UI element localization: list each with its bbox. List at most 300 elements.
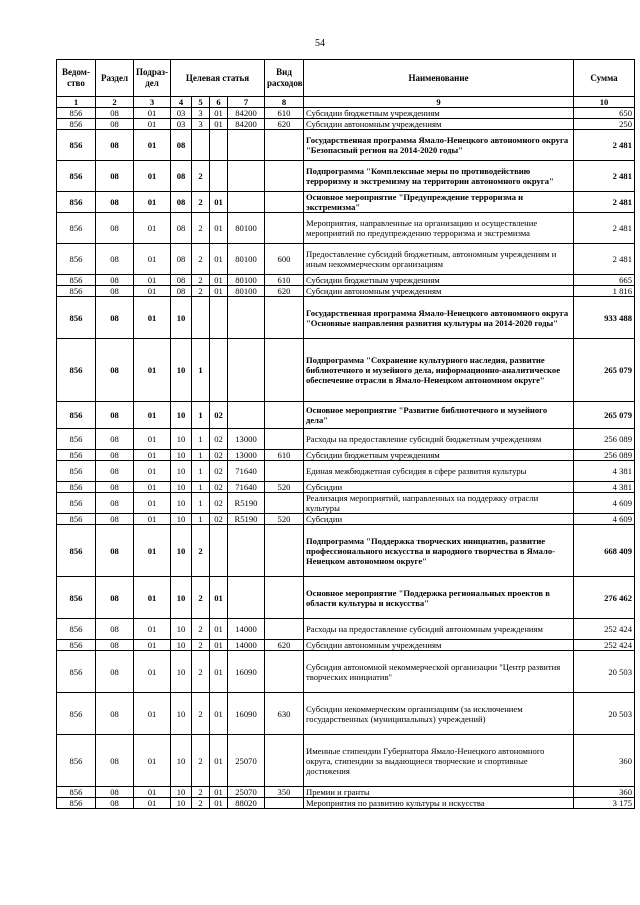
cell-name: Субсидии автономным учреждениям: [304, 286, 574, 297]
column-number: 4: [171, 97, 192, 108]
cell-subsection: 01: [134, 514, 171, 525]
cell-name: Субсидии бюджетным учреждениям: [304, 450, 574, 461]
cell-subsection: 01: [134, 339, 171, 402]
cell-dept: 856: [57, 651, 96, 693]
header-name: Наименование: [304, 60, 574, 97]
cell-sum: 650: [574, 108, 635, 119]
cell-event: 01: [210, 119, 228, 130]
cell-direction: 80100: [228, 275, 265, 286]
cell-dept: 856: [57, 640, 96, 651]
cell-expense-type: [265, 525, 304, 577]
cell-event: 01: [210, 693, 228, 735]
cell-expense-type: [265, 429, 304, 450]
cell-event: [210, 161, 228, 192]
cell-section: 08: [96, 493, 134, 514]
table-row: [57, 108, 635, 119]
cell-program: 10: [171, 798, 192, 809]
header-dept: Ведом- ство: [57, 60, 96, 97]
cell-dept: 856: [57, 130, 96, 161]
cell-program: 08: [171, 286, 192, 297]
cell-subsection: 01: [134, 130, 171, 161]
cell-direction: 80100: [228, 244, 265, 275]
table-row: [57, 640, 635, 651]
column-number: 10: [574, 97, 635, 108]
cell-dept: 856: [57, 244, 96, 275]
cell-expense-type: 350: [265, 787, 304, 798]
column-number: 1: [57, 97, 96, 108]
cell-event: 01: [210, 577, 228, 619]
cell-event: [210, 297, 228, 339]
page-number: 54: [315, 38, 325, 49]
cell-subprogram: 1: [192, 482, 210, 493]
cell-sum: 360: [574, 735, 635, 787]
cell-sum: 20 503: [574, 693, 635, 735]
cell-section: 08: [96, 514, 134, 525]
cell-program: 08: [171, 161, 192, 192]
cell-section: 08: [96, 577, 134, 619]
cell-dept: 856: [57, 402, 96, 429]
cell-subprogram: 1: [192, 514, 210, 525]
cell-subsection: 01: [134, 461, 171, 482]
cell-program: 08: [171, 130, 192, 161]
cell-direction: 71640: [228, 482, 265, 493]
cell-name: Предоставление субсидий бюджетным, автономным учреждениям и иным некоммерческим организациям: [304, 244, 574, 275]
cell-expense-type: 520: [265, 482, 304, 493]
cell-program: 10: [171, 493, 192, 514]
cell-sum: 933 488: [574, 297, 635, 339]
cell-direction: R5190: [228, 493, 265, 514]
cell-dept: 856: [57, 514, 96, 525]
cell-expense-type: [265, 493, 304, 514]
cell-sum: 4 609: [574, 493, 635, 514]
cell-subprogram: 1: [192, 493, 210, 514]
column-number: 7: [228, 97, 265, 108]
cell-name: Единая межбюджетная субсидия в сфере развития культуры: [304, 461, 574, 482]
cell-subsection: 01: [134, 161, 171, 192]
cell-program: 08: [171, 275, 192, 286]
cell-subsection: 01: [134, 787, 171, 798]
cell-expense-type: 620: [265, 640, 304, 651]
cell-expense-type: [265, 619, 304, 640]
column-number: 9: [304, 97, 574, 108]
cell-subprogram: 2: [192, 213, 210, 244]
cell-direction: 13000: [228, 429, 265, 450]
cell-subsection: 01: [134, 450, 171, 461]
cell-sum: 4 381: [574, 461, 635, 482]
cell-name: Субсидии автономным учреждениям: [304, 640, 574, 651]
table-row: [57, 577, 635, 619]
cell-subsection: 01: [134, 482, 171, 493]
cell-subprogram: [192, 130, 210, 161]
cell-event: 02: [210, 514, 228, 525]
cell-subprogram: 1: [192, 450, 210, 461]
cell-name: Основное мероприятие "Предупреждение терроризма и экстремизма": [304, 192, 574, 213]
cell-expense-type: [265, 297, 304, 339]
cell-name: Мероприятия по развитию культуры и искусства: [304, 798, 574, 809]
cell-event: 01: [210, 286, 228, 297]
cell-subsection: 01: [134, 577, 171, 619]
cell-event: 01: [210, 244, 228, 275]
cell-name: Субсидии бюджетным учреждениям: [304, 108, 574, 119]
cell-event: 02: [210, 429, 228, 450]
cell-program: 10: [171, 525, 192, 577]
cell-dept: 856: [57, 798, 96, 809]
cell-subprogram: 2: [192, 192, 210, 213]
cell-sum: 360: [574, 787, 635, 798]
table-row: [57, 735, 635, 787]
cell-section: 08: [96, 286, 134, 297]
cell-subsection: 01: [134, 297, 171, 339]
cell-sum: 20 503: [574, 651, 635, 693]
cell-event: [210, 339, 228, 402]
cell-sum: 256 089: [574, 429, 635, 450]
table-row: [57, 402, 635, 429]
cell-subsection: 01: [134, 119, 171, 130]
table-row: [57, 286, 635, 297]
table-row: [57, 798, 635, 809]
table-row: [57, 429, 635, 450]
cell-event: 02: [210, 450, 228, 461]
budget-table: [56, 59, 635, 809]
cell-subsection: 01: [134, 275, 171, 286]
cell-event: 01: [210, 651, 228, 693]
cell-dept: 856: [57, 119, 96, 130]
table-row: [57, 482, 635, 493]
cell-program: 08: [171, 192, 192, 213]
column-number: 6: [210, 97, 228, 108]
cell-sum: 265 079: [574, 339, 635, 402]
table-row: [57, 192, 635, 213]
cell-event: 02: [210, 461, 228, 482]
cell-name: Подпрограмма "Комплексные меры по противодействию терроризму и экстремизму на территории автономного округа": [304, 161, 574, 192]
cell-program: 10: [171, 461, 192, 482]
cell-expense-type: [265, 577, 304, 619]
cell-section: 08: [96, 482, 134, 493]
cell-subprogram: 2: [192, 525, 210, 577]
cell-direction: [228, 577, 265, 619]
cell-program: 10: [171, 693, 192, 735]
cell-direction: 80100: [228, 286, 265, 297]
table-row: [57, 161, 635, 192]
table-row: [57, 619, 635, 640]
cell-subsection: 01: [134, 651, 171, 693]
cell-program: 10: [171, 619, 192, 640]
cell-dept: 856: [57, 192, 96, 213]
cell-dept: 856: [57, 482, 96, 493]
cell-dept: 856: [57, 787, 96, 798]
column-number: 2: [96, 97, 134, 108]
cell-sum: 4 381: [574, 482, 635, 493]
cell-dept: 856: [57, 429, 96, 450]
cell-name: Субсидии: [304, 482, 574, 493]
cell-program: 10: [171, 640, 192, 651]
cell-subsection: 01: [134, 192, 171, 213]
cell-sum: 668 409: [574, 525, 635, 577]
cell-expense-type: [265, 402, 304, 429]
cell-direction: 16090: [228, 693, 265, 735]
cell-direction: 13000: [228, 450, 265, 461]
cell-subprogram: 2: [192, 735, 210, 787]
cell-event: [210, 525, 228, 577]
cell-subprogram: 1: [192, 339, 210, 402]
cell-name: Премии и гранты: [304, 787, 574, 798]
cell-expense-type: [265, 798, 304, 809]
cell-program: 10: [171, 429, 192, 450]
cell-expense-type: [265, 192, 304, 213]
header-expense-type: Вид расходов: [265, 60, 304, 97]
cell-section: 08: [96, 787, 134, 798]
header-section: Раздел: [96, 60, 134, 97]
cell-subsection: 01: [134, 619, 171, 640]
column-number: 8: [265, 97, 304, 108]
cell-sum: 250: [574, 119, 635, 130]
cell-section: 08: [96, 339, 134, 402]
cell-subprogram: 2: [192, 161, 210, 192]
cell-name: Расходы на предоставление субсидий автономным учреждениям: [304, 619, 574, 640]
cell-subprogram: 2: [192, 640, 210, 651]
cell-section: 08: [96, 525, 134, 577]
cell-sum: 252 424: [574, 619, 635, 640]
cell-program: 03: [171, 108, 192, 119]
cell-subprogram: 3: [192, 119, 210, 130]
cell-subprogram: 2: [192, 275, 210, 286]
cell-subprogram: 1: [192, 402, 210, 429]
table-row: [57, 244, 635, 275]
table-row: [57, 213, 635, 244]
cell-name: Субсидии некоммерческим организациям (за исключением государственных (муниципальных) учреждений): [304, 693, 574, 735]
cell-expense-type: 610: [265, 108, 304, 119]
cell-event: 01: [210, 192, 228, 213]
cell-direction: [228, 192, 265, 213]
cell-sum: 256 089: [574, 450, 635, 461]
cell-program: 10: [171, 450, 192, 461]
cell-section: 08: [96, 429, 134, 450]
cell-subsection: 01: [134, 525, 171, 577]
cell-sum: 2 481: [574, 244, 635, 275]
cell-expense-type: 610: [265, 275, 304, 286]
cell-sum: 2 481: [574, 213, 635, 244]
cell-expense-type: 620: [265, 119, 304, 130]
table-header-row: [57, 60, 635, 97]
cell-direction: 88020: [228, 798, 265, 809]
cell-direction: 84200: [228, 119, 265, 130]
cell-event: 01: [210, 787, 228, 798]
cell-subsection: 01: [134, 798, 171, 809]
cell-section: 08: [96, 244, 134, 275]
cell-sum: 1 816: [574, 286, 635, 297]
cell-sum: 276 462: [574, 577, 635, 619]
cell-name: Мероприятия, направленные на организацию и осуществление мероприятий по предупреждению терроризма и экстремизма: [304, 213, 574, 244]
cell-dept: 856: [57, 339, 96, 402]
table-row: [57, 651, 635, 693]
cell-subprogram: [192, 297, 210, 339]
cell-dept: 856: [57, 461, 96, 482]
cell-subprogram: 2: [192, 286, 210, 297]
cell-dept: 856: [57, 577, 96, 619]
column-number: 5: [192, 97, 210, 108]
table-row: [57, 275, 635, 286]
cell-sum: 2 481: [574, 130, 635, 161]
cell-subsection: 01: [134, 693, 171, 735]
table-row: [57, 130, 635, 161]
cell-event: 02: [210, 482, 228, 493]
cell-dept: 856: [57, 525, 96, 577]
cell-section: 08: [96, 450, 134, 461]
cell-event: 01: [210, 619, 228, 640]
cell-direction: [228, 297, 265, 339]
cell-subsection: 01: [134, 108, 171, 119]
cell-event: [210, 130, 228, 161]
cell-subsection: 01: [134, 286, 171, 297]
cell-sum: 252 424: [574, 640, 635, 651]
cell-expense-type: [265, 735, 304, 787]
cell-program: 10: [171, 297, 192, 339]
cell-name: Подпрограмма "Поддержка творческих инициатив, развитие профессионального искусства и народного творчества в Ямало-Ненецком автономном округе": [304, 525, 574, 577]
cell-direction: 84200: [228, 108, 265, 119]
table-row: [57, 450, 635, 461]
cell-dept: 856: [57, 619, 96, 640]
cell-dept: 856: [57, 693, 96, 735]
cell-expense-type: 620: [265, 286, 304, 297]
cell-expense-type: [265, 651, 304, 693]
cell-section: 08: [96, 735, 134, 787]
cell-name: Расходы на предоставление субсидий бюджетным учреждениям: [304, 429, 574, 450]
cell-program: 03: [171, 119, 192, 130]
cell-event: 01: [210, 798, 228, 809]
cell-subprogram: 2: [192, 798, 210, 809]
cell-section: 08: [96, 275, 134, 286]
cell-expense-type: 600: [265, 244, 304, 275]
cell-event: 01: [210, 275, 228, 286]
cell-sum: 4 609: [574, 514, 635, 525]
table-body: [57, 108, 635, 809]
cell-subprogram: 2: [192, 577, 210, 619]
cell-name: Именные стипендии Губернатора Ямало-Ненецкого автономного округа, стипендии за выдающиеся творческие и спортивные достижения: [304, 735, 574, 787]
cell-subprogram: 2: [192, 651, 210, 693]
table-row: [57, 493, 635, 514]
cell-expense-type: [265, 213, 304, 244]
cell-name: Субсидия автономной некоммерческой организации "Центр развития творческих инициатив": [304, 651, 574, 693]
cell-subsection: 01: [134, 244, 171, 275]
cell-name: Субсидии автономным учреждениям: [304, 119, 574, 130]
header-target-item: Целевая статья: [171, 60, 265, 97]
cell-subsection: 01: [134, 213, 171, 244]
cell-sum: 2 481: [574, 161, 635, 192]
cell-name: Субсидии: [304, 514, 574, 525]
cell-name: Субсидии бюджетным учреждениям: [304, 275, 574, 286]
cell-direction: R5190: [228, 514, 265, 525]
cell-section: 08: [96, 108, 134, 119]
cell-direction: 16090: [228, 651, 265, 693]
cell-program: 10: [171, 735, 192, 787]
cell-expense-type: [265, 339, 304, 402]
cell-program: 10: [171, 514, 192, 525]
cell-direction: [228, 339, 265, 402]
table-row: [57, 339, 635, 402]
cell-section: 08: [96, 161, 134, 192]
cell-dept: 856: [57, 286, 96, 297]
cell-subprogram: 1: [192, 429, 210, 450]
cell-expense-type: [265, 161, 304, 192]
cell-program: 10: [171, 339, 192, 402]
cell-sum: 265 079: [574, 402, 635, 429]
cell-dept: 856: [57, 493, 96, 514]
cell-subprogram: 1: [192, 461, 210, 482]
cell-event: 01: [210, 735, 228, 787]
cell-section: 08: [96, 297, 134, 339]
cell-name: Государственная программа Ямало-Ненецкого автономного округа "Основные направления развития культуры на 2014-2020 годы": [304, 297, 574, 339]
cell-event: 02: [210, 402, 228, 429]
cell-expense-type: 520: [265, 514, 304, 525]
cell-subprogram: 2: [192, 244, 210, 275]
cell-expense-type: [265, 461, 304, 482]
cell-dept: 856: [57, 161, 96, 192]
table-row: [57, 787, 635, 798]
cell-direction: 14000: [228, 619, 265, 640]
cell-section: 08: [96, 619, 134, 640]
table-row: [57, 461, 635, 482]
cell-section: 08: [96, 119, 134, 130]
cell-section: 08: [96, 402, 134, 429]
column-number-row: [57, 97, 635, 108]
cell-section: 08: [96, 693, 134, 735]
table-row: [57, 525, 635, 577]
cell-subsection: 01: [134, 493, 171, 514]
cell-subsection: 01: [134, 735, 171, 787]
cell-section: 08: [96, 192, 134, 213]
cell-name: Основное мероприятие "Развитие библиотечного и музейного дела": [304, 402, 574, 429]
cell-direction: [228, 130, 265, 161]
cell-dept: 856: [57, 297, 96, 339]
cell-subsection: 01: [134, 640, 171, 651]
cell-subprogram: 3: [192, 108, 210, 119]
cell-sum: 665: [574, 275, 635, 286]
table-row: [57, 297, 635, 339]
cell-sum: 3 175: [574, 798, 635, 809]
cell-expense-type: [265, 130, 304, 161]
cell-dept: 856: [57, 108, 96, 119]
cell-direction: [228, 402, 265, 429]
table-row: [57, 119, 635, 130]
cell-section: 08: [96, 640, 134, 651]
cell-program: 10: [171, 577, 192, 619]
cell-section: 08: [96, 461, 134, 482]
cell-program: 10: [171, 482, 192, 493]
cell-subprogram: 2: [192, 787, 210, 798]
cell-section: 08: [96, 213, 134, 244]
cell-direction: 14000: [228, 640, 265, 651]
header-sum: Сумма: [574, 60, 635, 97]
cell-event: 01: [210, 640, 228, 651]
cell-subsection: 01: [134, 429, 171, 450]
cell-direction: [228, 525, 265, 577]
header-subsection: Подраз- дел: [134, 60, 171, 97]
cell-event: 01: [210, 108, 228, 119]
column-number: 3: [134, 97, 171, 108]
cell-program: 10: [171, 787, 192, 798]
cell-dept: 856: [57, 213, 96, 244]
cell-name: Основное мероприятие "Поддержка региональных проектов в области культуры и искусства": [304, 577, 574, 619]
cell-event: 02: [210, 493, 228, 514]
cell-event: 01: [210, 213, 228, 244]
cell-direction: 25070: [228, 787, 265, 798]
cell-dept: 856: [57, 735, 96, 787]
cell-direction: 71640: [228, 461, 265, 482]
cell-section: 08: [96, 651, 134, 693]
cell-direction: 25070: [228, 735, 265, 787]
cell-sum: 2 481: [574, 192, 635, 213]
cell-section: 08: [96, 130, 134, 161]
